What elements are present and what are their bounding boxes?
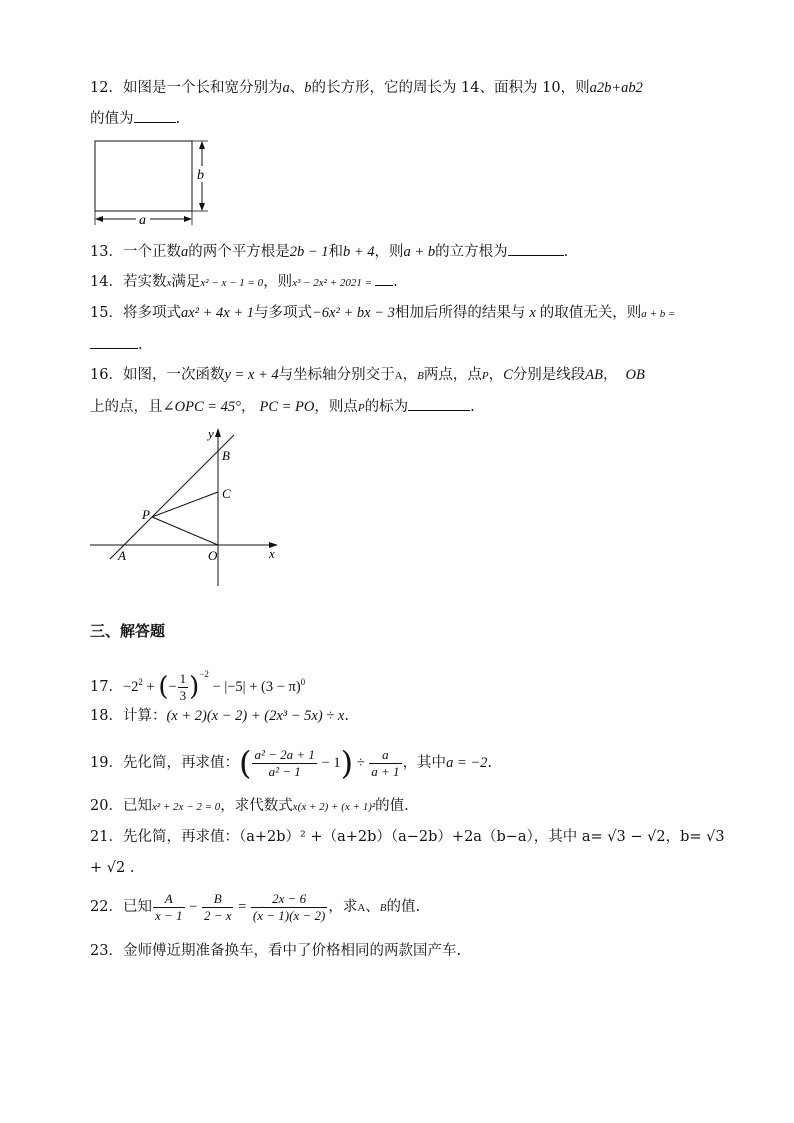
section-3-heading: 三、解答题 — [90, 622, 166, 640]
q13-end: . — [563, 244, 569, 260]
q16-OB: OB — [625, 367, 645, 383]
q16-eq: PC = PO — [259, 399, 315, 415]
q12-answer-blank — [134, 108, 176, 123]
q22-f2-num: B — [202, 891, 234, 908]
q19-fraction-2 — [369, 747, 401, 780]
q17-term1: −2 — [122, 679, 139, 695]
label-O: O — [208, 548, 218, 563]
q22-f1-num: A — [153, 891, 185, 908]
question-17 — [90, 661, 306, 703]
q19-f1-num: a² − 2a + 1 — [254, 746, 315, 762]
q19-end: . — [487, 755, 492, 771]
q14-text: 14．若实数 — [90, 274, 167, 290]
q12-end: . — [175, 111, 181, 127]
question-15-line2 — [90, 334, 143, 355]
q14-var: x — [166, 277, 172, 289]
a-arrow-right — [184, 216, 192, 222]
question-12-line2 — [90, 108, 180, 129]
q16-answer-blank — [408, 396, 470, 411]
question-21 — [90, 827, 725, 847]
q16-end: . — [470, 399, 475, 415]
q13-text4: 的立方根为 — [435, 244, 508, 260]
q22-equals: = — [234, 899, 250, 915]
q15-var: x — [529, 305, 536, 321]
q18-end: . — [344, 708, 349, 724]
question-22 — [90, 888, 420, 926]
q22-f2-den: 2 − x — [203, 907, 232, 923]
a-arrow-left — [95, 216, 103, 222]
y-axis-arrow — [215, 428, 221, 437]
q22-text2: ，求 — [328, 899, 358, 915]
q15-text: 15．将多项式 — [90, 305, 181, 321]
q17-exp1: 2 — [138, 677, 143, 688]
q14-text2: 满足 — [171, 274, 201, 290]
q17-term2: − |−5| + (3 − π) — [208, 679, 301, 695]
label-P: P — [142, 507, 150, 522]
q18-expr: (x + 2)(x − 2) + (2x³ − 5x) ÷ x — [166, 708, 345, 724]
q22-fraction-3 — [251, 891, 327, 924]
q15-poly1: ax² + 4x + 1 — [180, 305, 254, 321]
q15-answer-blank — [90, 334, 138, 349]
question-13 — [90, 241, 568, 262]
question-21-line2 — [90, 858, 134, 878]
q17-exp2: −2 — [199, 669, 209, 679]
q16-comma-2: ， — [488, 367, 504, 383]
b-arrow-top — [199, 141, 205, 149]
q22-text3: 的值. — [386, 899, 421, 915]
label-x: x — [269, 546, 275, 561]
q13-expr: a + b — [403, 244, 436, 260]
q19-div: ÷ — [353, 755, 369, 771]
q17-num: 17． — [90, 679, 123, 695]
question-16-line2 — [90, 396, 475, 418]
q22-minus: − — [185, 899, 201, 915]
q16-text4: 分别是线段 — [512, 367, 586, 383]
q19-f1-den: a² − 1 — [268, 763, 301, 779]
q17-frac-den: 3 — [179, 687, 187, 703]
q20-text2: ，求代数式 — [220, 798, 293, 814]
q22-A: A — [357, 902, 366, 914]
q12-expr: a2b+ab2 — [589, 80, 643, 96]
q13-and: 和 — [328, 244, 343, 260]
q16-P: P — [481, 370, 489, 382]
q16-text5: 上的点，且 — [90, 399, 163, 415]
segment-PC — [152, 492, 218, 517]
q19-f2-num: a — [369, 747, 401, 764]
q15-text3: 相加后所得的结果与 — [394, 305, 526, 321]
q16-text: 16．如图，一次函数 — [90, 367, 225, 383]
q21-line2: + √2 . — [90, 860, 135, 876]
question-18 — [90, 706, 349, 726]
q12-var-b: b — [304, 80, 312, 96]
question-16 — [90, 365, 645, 386]
b-arrow-bottom — [199, 203, 205, 211]
q16-C: C — [503, 367, 513, 383]
q16-P-2: P — [357, 402, 365, 414]
q22-sep: 、 — [365, 899, 380, 915]
rectangle — [95, 141, 192, 211]
q13-text2: 的两个平方根是 — [188, 244, 290, 260]
q13-answer-blank — [508, 241, 564, 256]
label-b: b — [197, 168, 204, 183]
q22-B: B — [379, 902, 387, 914]
label-a: a — [139, 213, 146, 228]
q16-text3: 两点，点 — [423, 367, 482, 383]
q12-sep: 、 — [289, 80, 305, 96]
q19-lparen: ( — [238, 744, 252, 782]
q16-comma-1: ， — [402, 367, 418, 383]
q14-end: . — [393, 274, 398, 290]
q12-text3: 的值为 — [90, 111, 134, 127]
q19-rparen: ) — [340, 744, 354, 782]
q16-text7: 的标为 — [364, 399, 409, 415]
q13-var-a: a — [180, 244, 189, 260]
q16-func: y = x + 4 — [224, 367, 279, 383]
q17-rparen: ) — [189, 672, 200, 702]
q19-minus-one: − 1 — [317, 755, 341, 771]
q22-f3-num: 2x − 6 — [251, 891, 327, 908]
q20-expr: x(x + 2) + (x + 1)² — [292, 801, 376, 813]
q23-text: 23．金师傅近期准备换车，看中了价格相同的两款国产车. — [90, 943, 462, 959]
label-y: y — [208, 426, 214, 441]
q15-poly2: −6x² + bx − 3 — [312, 305, 395, 321]
question-14 — [90, 271, 398, 293]
question-23 — [90, 941, 461, 961]
q17-frac-num: 1 — [179, 670, 187, 686]
q20-cond: x² + 2x − 2 = 0 — [151, 801, 221, 813]
q15-expr: a + b = — [641, 308, 676, 320]
question-19 — [90, 745, 492, 781]
q22-fraction-2 — [202, 891, 234, 924]
segment-PO — [152, 517, 218, 545]
q22-f3-den: (x − 1)(x − 2) — [252, 907, 326, 923]
q17-exp3: 0 — [300, 677, 306, 688]
q19-text: 19．先化简，再求值： — [90, 755, 239, 771]
q16-comma-3: ， — [602, 367, 618, 383]
q14-cond: x² − x − 1 = 0 — [200, 277, 264, 289]
q19-cond: a = −2 — [446, 755, 488, 771]
question-15 — [90, 303, 675, 324]
q15-end: . — [138, 337, 143, 353]
q14-answer-blank — [375, 271, 393, 286]
q20-text3: 的值. — [375, 798, 409, 814]
q16-text2: 与坐标轴分别交于 — [278, 367, 395, 383]
q12-text2: 的长方形，它的周长为 14、面积为 10，则 — [311, 80, 590, 96]
q16-comma-4: ， — [240, 399, 256, 415]
q14-expr: x³ − 2x² + 2021 = — [292, 277, 373, 289]
q16-A: A — [394, 370, 403, 382]
q16-AB: AB — [585, 367, 603, 383]
q13-text3: ，则 — [374, 244, 404, 260]
question-20 — [90, 796, 409, 817]
q19-text2: ，其中 — [402, 755, 447, 771]
q17-lparen: ( — [158, 672, 169, 702]
q16-angle: ∠OPC = 45° — [162, 399, 241, 415]
q14-text3: ，则 — [263, 274, 293, 290]
label-B: B — [222, 448, 230, 463]
q12-var-a: a — [282, 80, 290, 96]
q22-fraction-1 — [153, 891, 185, 924]
q15-text2: 与多项式 — [254, 305, 312, 321]
q17-plus: + — [142, 679, 159, 695]
q13-root2: b + 4 — [343, 244, 375, 260]
q19-fraction-1 — [252, 747, 316, 780]
q17-fraction — [178, 671, 189, 704]
label-C: C — [222, 486, 231, 501]
q20-text: 20．已知 — [90, 798, 152, 814]
q19-f2-den: a + 1 — [371, 763, 400, 779]
q16-B: B — [417, 370, 424, 382]
figure-16-diagram — [88, 424, 288, 590]
q22-text: 22．已知 — [90, 899, 152, 915]
q17-minus: − — [168, 679, 177, 695]
figure-12-rectangle — [88, 134, 218, 230]
q18-text: 18．计算： — [90, 708, 167, 724]
q16-text6: ，则点 — [314, 399, 358, 415]
q13-root1: 2b − 1 — [289, 244, 329, 260]
label-A: A — [118, 548, 126, 563]
question-12 — [90, 78, 643, 98]
q13-text: 13．一个正数 — [90, 244, 181, 260]
q15-text4: 的取值无关，则 — [539, 305, 642, 321]
line-y-equals-x-plus-4 — [110, 435, 234, 559]
q12-text: 12．如图是一个长和宽分别为 — [90, 80, 283, 96]
q21-line1: 21．先化简，再求值：（a+2b）² +（a+2b）（a−2b）+2a（b−a），其中 a= √3 − √2，b= √3 — [90, 829, 725, 845]
q22-f1-den: x − 1 — [154, 907, 183, 923]
